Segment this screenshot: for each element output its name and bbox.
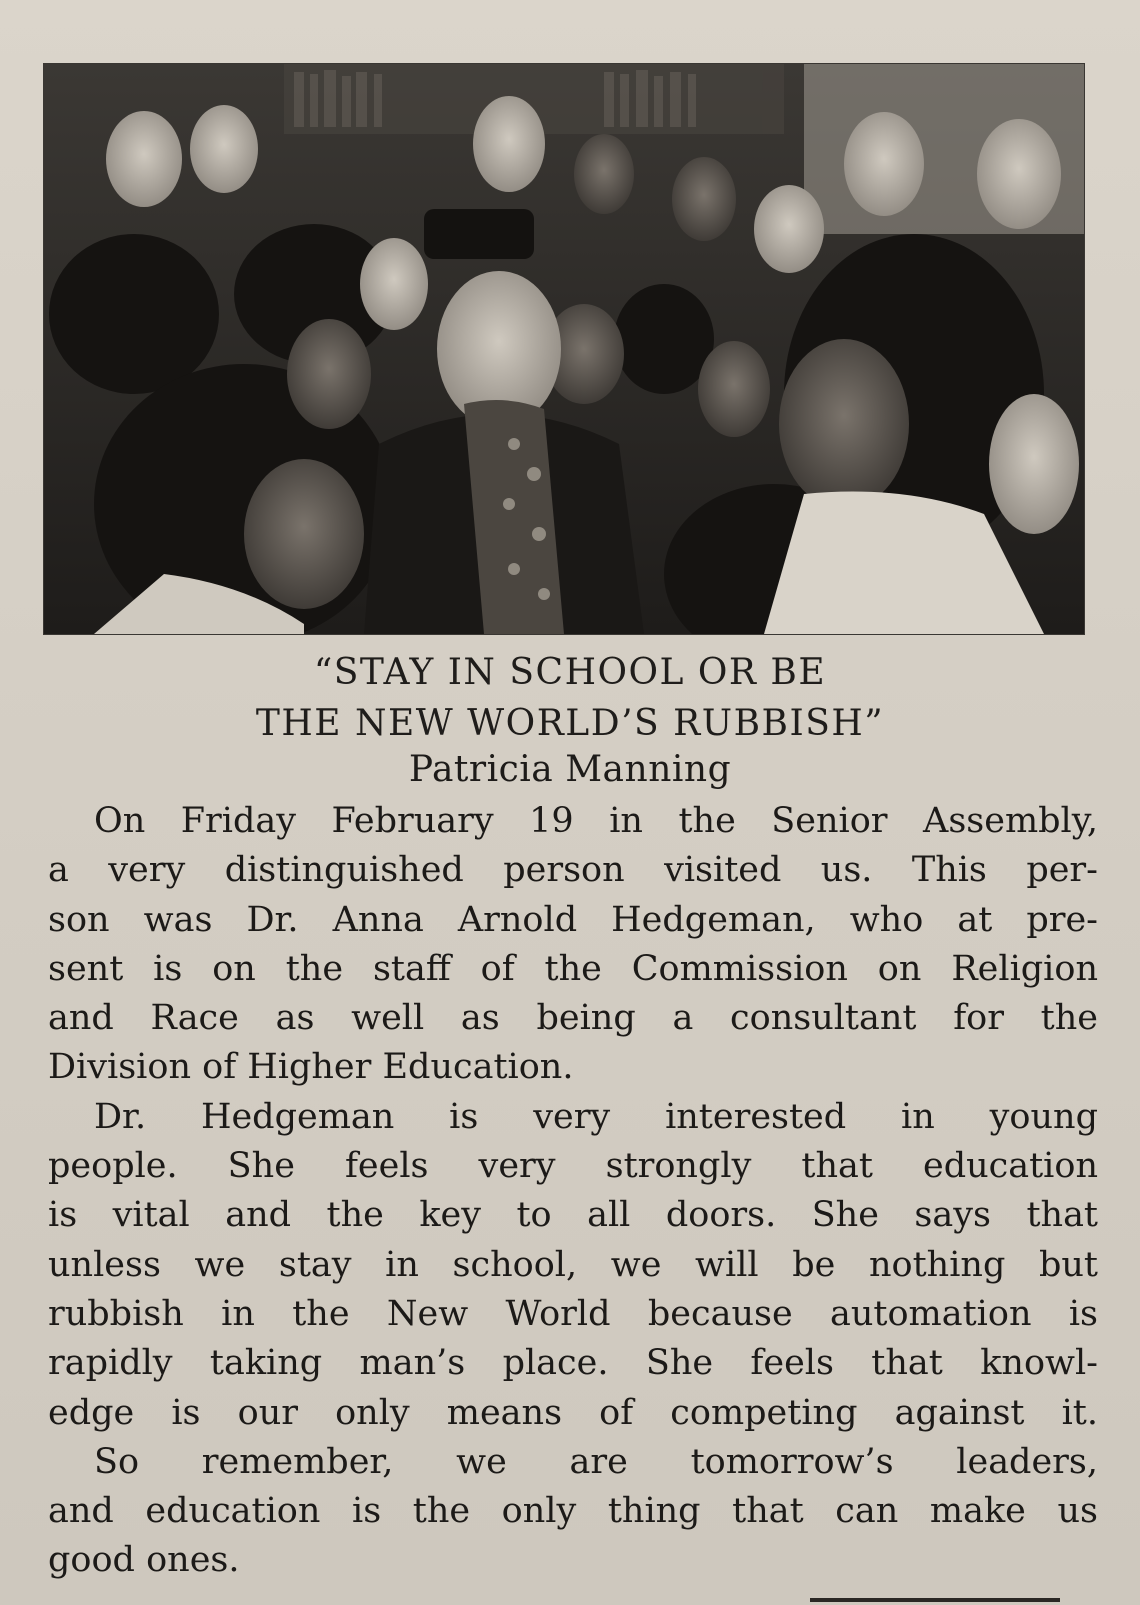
article-line: rapidly taking man’s place. She feels that knowl- — [48, 1343, 1098, 1384]
headline-line-1: “STAY IN SCHOOL OR BE — [313, 652, 827, 693]
author-byline: Patricia Manning — [408, 749, 732, 790]
article-line: sent is on the staff of the Commission on Religion — [48, 948, 1098, 989]
section-divider — [810, 1598, 1060, 1602]
article-line: So remember, we are tomorrow’s leaders, — [94, 1441, 1098, 1482]
article-line: son was Dr. Anna Arnold Hedgeman, who at pre- — [48, 899, 1098, 940]
photo-illustration — [44, 64, 1084, 634]
article-line: On Friday February 19 in the Senior Assembly, — [94, 801, 1098, 841]
article-line: and education is the only thing that can make us — [48, 1491, 1098, 1532]
article-body — [48, 797, 1098, 1586]
article-line: is vital and the key to all doors. She says that — [48, 1195, 1098, 1236]
article-line: rubbish in the New World because automation is — [48, 1293, 1098, 1334]
article-line: and Race as well as being a consultant for the — [48, 998, 1098, 1039]
group-photo — [44, 64, 1084, 634]
article-line: people. She feels very strongly that education — [48, 1146, 1098, 1187]
article-line: Dr. Hedgeman is very interested in young — [94, 1096, 1098, 1137]
article-line: unless we stay in school, we will be nothing but — [48, 1244, 1098, 1285]
article-line: a very distinguished person visited us. This per- — [48, 850, 1098, 891]
article-line: good ones. — [48, 1540, 240, 1581]
article-line: edge is our only means of competing against it. — [48, 1392, 1098, 1433]
article-line: Division of Higher Education. — [48, 1047, 574, 1088]
headline-line-2: THE NEW WORLD’S RUBBISH” — [255, 703, 885, 744]
